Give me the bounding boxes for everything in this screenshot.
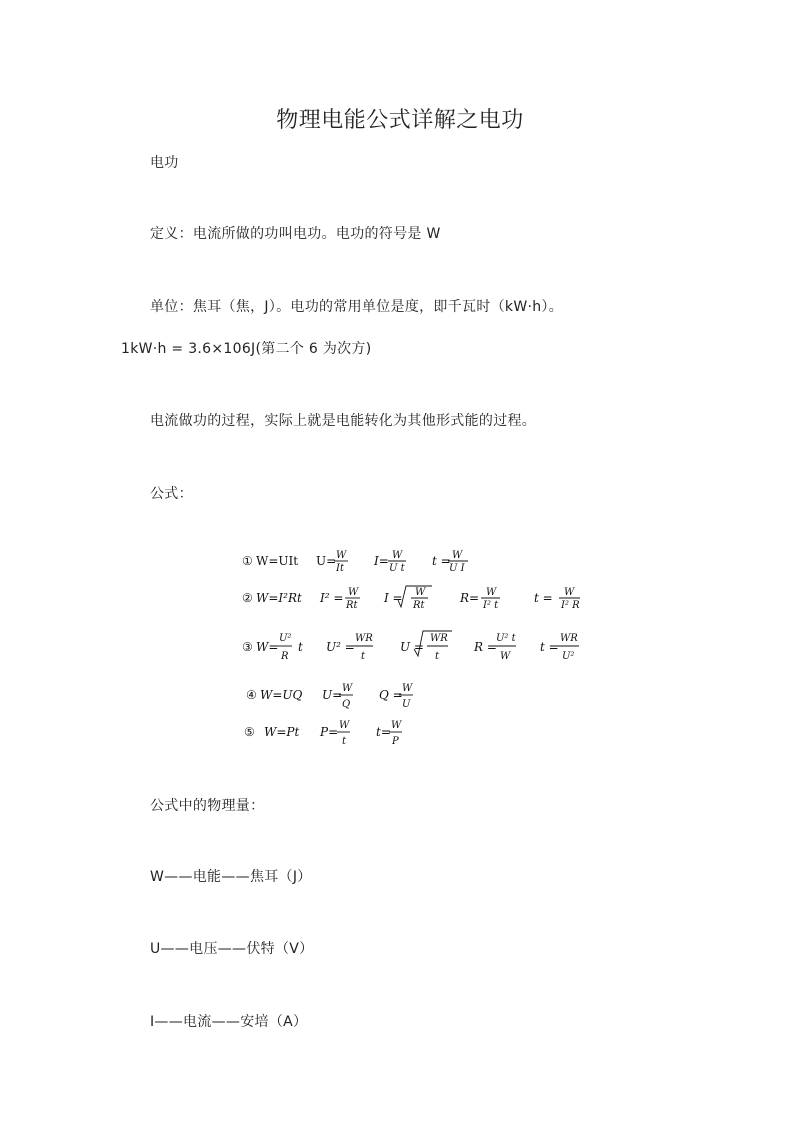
row-2-i2-lhs: I² = [320,591,344,605]
row-3-t-lhs: t = [540,640,559,654]
row-4-q-lhs: Q = [379,688,403,702]
section-heading: 电功 [150,155,179,171]
formula-row-5 [244,720,402,747]
row-1-t-den: U I [449,563,465,574]
row-4-q-num: W [402,683,413,694]
row-2-i-den: Rt [413,600,425,611]
row-1-u-num: W [336,550,347,561]
quantity-u-line: U——电压——伏特（V） [150,941,314,957]
formula-label: 公式： [150,486,193,502]
definition-paragraph: 定义：电流所做的功叫电功。电功的符号是 W [150,226,441,242]
row-4-number: ④ [246,688,257,702]
row-2-main: W=I²Rt [256,591,302,605]
row-4-u-lhs: U= [322,688,343,702]
row-3-t-den: U² [562,651,575,662]
row-1-t-num: W [452,550,463,561]
row-1-number: ① [242,554,253,568]
row-1-i-den: U t [389,563,405,574]
row-3-u-num: WR [430,633,448,644]
row-3-number: ③ [242,640,253,654]
row-3-r-den: W [500,651,511,662]
row-1-i-num: W [392,550,403,561]
row-3-main: W= [256,640,279,654]
quantity-i-line: I——电流——安培（A） [150,1014,308,1030]
row-1-t-lhs: t = [432,554,451,568]
row-3-u-lhs: U = [400,640,424,654]
row-3-main-num: U² [279,633,292,644]
row-3-u2-num: WR [355,633,373,644]
row-2-i-num: W [415,587,426,598]
formula-svg [238,540,598,760]
row-2-r-den: I² t [483,600,499,611]
row-5-number: ⑤ [244,725,255,739]
conversion-paragraph: 1kW·h = 3.6×106J(第二个 6 为次方) [121,341,372,357]
row-2-i2-num: W [348,587,359,598]
row-3-u2-lhs: U² = [326,640,355,654]
quantities-label: 公式中的物理量： [150,798,265,814]
formula-row-3 [242,631,579,662]
row-3-main-den: R [281,651,289,662]
document-title: 物理电能公式详解之电功 [276,108,524,133]
formula-row-2 [242,586,580,611]
row-5-t-lhs: t= [376,725,391,739]
row-4-u-den: Q [342,699,351,710]
row-4-main: W=UQ [260,688,303,702]
row-2-t-num: W [564,587,575,598]
row-3-t-num: WR [560,633,578,644]
row-2-i-lhs: I = [384,591,403,605]
row-5-t-den: P [392,736,399,747]
row-3-u2-den: t [361,651,366,662]
row-5-p-num: W [339,720,350,731]
formula-row-4 [246,683,413,710]
row-3-u-den: t [435,651,440,662]
row-3-r-lhs: R = [474,640,497,654]
unit-paragraph: 单位：焦耳（焦，J）。电功的常用单位是度，即千瓦时（kW·h）。 [150,299,564,315]
row-5-p-lhs: P= [320,725,339,739]
row-3-main-tail: t [298,640,303,654]
row-5-t-num: W [391,720,402,731]
row-1-u-lhs: U= [316,554,337,568]
row-2-r-lhs: R= [460,591,480,605]
row-4-q-den: U [402,699,411,710]
row-2-r-num: W [486,587,497,598]
row-2-i2-den: Rt [346,600,358,611]
row-4-u-num: W [342,683,353,694]
formula-row-1 [242,550,468,574]
formula-image [238,540,598,760]
process-paragraph: 电流做功的过程，实际上就是电能转化为其他形式能的过程。 [150,413,537,429]
row-1-u-den: It [336,563,344,574]
row-5-main: W=Pt [264,725,300,739]
row-2-t-den: I² R [561,600,580,611]
quantity-w-line: W——电能——焦耳（J） [150,869,312,885]
row-1-i-lhs: I= [374,554,389,568]
row-1-main: W=UIt [256,554,299,568]
row-2-number: ② [242,591,253,605]
row-2-t-lhs: t = [534,591,553,605]
row-5-p-den: t [342,736,347,747]
row-3-r-num: U² t [496,633,516,644]
